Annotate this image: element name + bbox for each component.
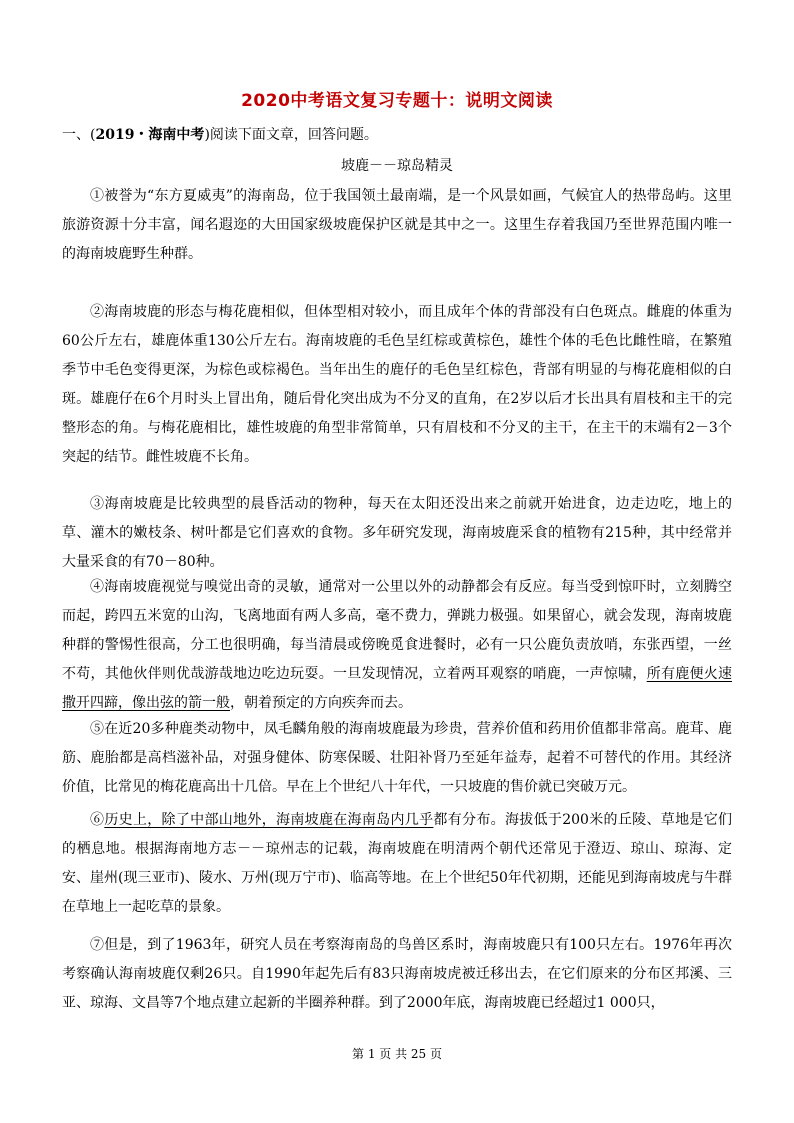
- paragraph-4-end: ，朝着预定的方向疾奔而去。: [230, 695, 412, 711]
- paragraph-4-text: ④海南坡鹿视觉与嗅觉出奇的灵敏，通常对一公里以外的动静都会有反应。每当受到惊吓时，立刻腾空而起，跨四五米宽的山沟，飞离地面有两人多高，毫不费力，弹跳力极强。如果留心，就会发现，海南坡鹿种群的警惕性很高，分工也很明确，每当清晨或傍晚觅食进餐时，必有一只公鹿负责放哨，东张西望，一丝不苟，其他伙伴则优哉游哉地边吃边玩耍。一旦发现情况，立着两耳观察的哨鹿，一声惊啸，: [62, 579, 732, 682]
- paragraph-3: ③海南坡鹿是比较典型的晨昏活动的物种，每天在太阳还没出来之前就开始进食，边走边吃，地上的草、灌木的嫩枝条、树叶都是它们喜欢的食物。多年研究发现，海南坡鹿采食的植物有215种，其中经常并大量采食的有70－80种。: [62, 496, 732, 570]
- paragraph-4: [62, 573, 732, 718]
- article-title: 坡鹿－－琼岛精灵: [341, 158, 453, 174]
- paragraph-6-number: ⑥: [90, 812, 105, 828]
- paragraph-6: [62, 806, 732, 922]
- paragraph-6-text: 都有分布。海拔低于200米的丘陵、草地是它们的栖息地。根据海南地方志－－琼州志的记载，海南坡鹿在明清两个朝代还常见于澄迈、琼山、琼海、定安、崖州(现三亚市)、陵水、万州(现万宁市)、临高等地。在上个世纪50年代初期，还能见到海南坡虎与牛群在草地上一起吃草的景象。: [62, 812, 733, 915]
- paragraph-1: ①被誉为“东方夏威夷”的海南岛，位于我国领土最南端，是一个风景如画，气候宜人的热带岛屿。这里旅游资源十分丰富，闻名遐迩的大田国家级坡鹿保护区就是其中之一。这里生存着我国乃至世界范围内唯一的海南坡鹿野生种群。: [62, 188, 732, 262]
- page-footer: 第 1 页 共 25 页: [352, 1047, 442, 1061]
- paragraph-2: ②海南坡鹿的形态与梅花鹿相似，但体型相对较小，而且成年个体的背部没有白色斑点。雌鹿的体重为60公斤左右，雄鹿体重130公斤左右。海南坡鹿的毛色呈红棕或黄棕色，雄性个体的毛色比雌性暗，在繁殖季节中毛色变得更深，为棕色或棕褐色。当年出生的鹿仔的毛色呈红棕色，背部有明显的与梅花鹿相似的白斑。雄鹿仔在6个月时头上冒出角，随后骨化突出成为不分叉的直角，在2岁以后才长出具有眉枝和主干的完整形态的角。与梅花鹿相比，雄性坡鹿的角型非常简单，只有眉枝和不分叉的主干，在主干的末端有2－3个突起的结节。雌性坡鹿不长角。: [62, 304, 732, 465]
- paragraph-7: ⑦但是，到了1963年，研究人员在考察海南岛的鸟兽区系时，海南坡鹿只有100只左右。1976年再次考察确认海南坡鹿仅剩26只。自1990年起先后有83只海南坡虎被迁移出去，在它们原来的分布区邦溪、三亚、琼海、文昌等7个地点建立起新的半圈养种群。到了2000年底，海南坡鹿已经超过1 000只，: [62, 937, 732, 1011]
- paragraph-5: ⑤在近20多种鹿类动物中，凤毛麟角般的海南坡鹿最为珍贵，营养价值和药用价值都非常高。鹿茸、鹿筋、鹿胎都是高档滋补品，对强身健体、防寒保暖、壮阳补肾乃至延年益寿，起着不可替代的作用。其经济价值，比常见的梅花鹿高出十几倍。早在上个世纪八十年代，一只坡鹿的售价就已突破万元。: [62, 721, 732, 795]
- question-source: 2019・海南中考: [95, 127, 205, 143]
- paragraph-6-underlined: 历史上，除了中部山地外，海南坡鹿在海南岛内几乎: [104, 812, 434, 828]
- question-suffix: )阅读下面文章，回答问题。: [204, 127, 378, 143]
- question-prefix: 一、(: [62, 127, 96, 143]
- paragraph-4-underlined: 所有鹿便火速撒开四蹄，像出弦的箭一般: [62, 666, 733, 711]
- question-instruction: [62, 124, 378, 144]
- document-title: 2020中考语文复习专题十：说明文阅读: [241, 91, 553, 111]
